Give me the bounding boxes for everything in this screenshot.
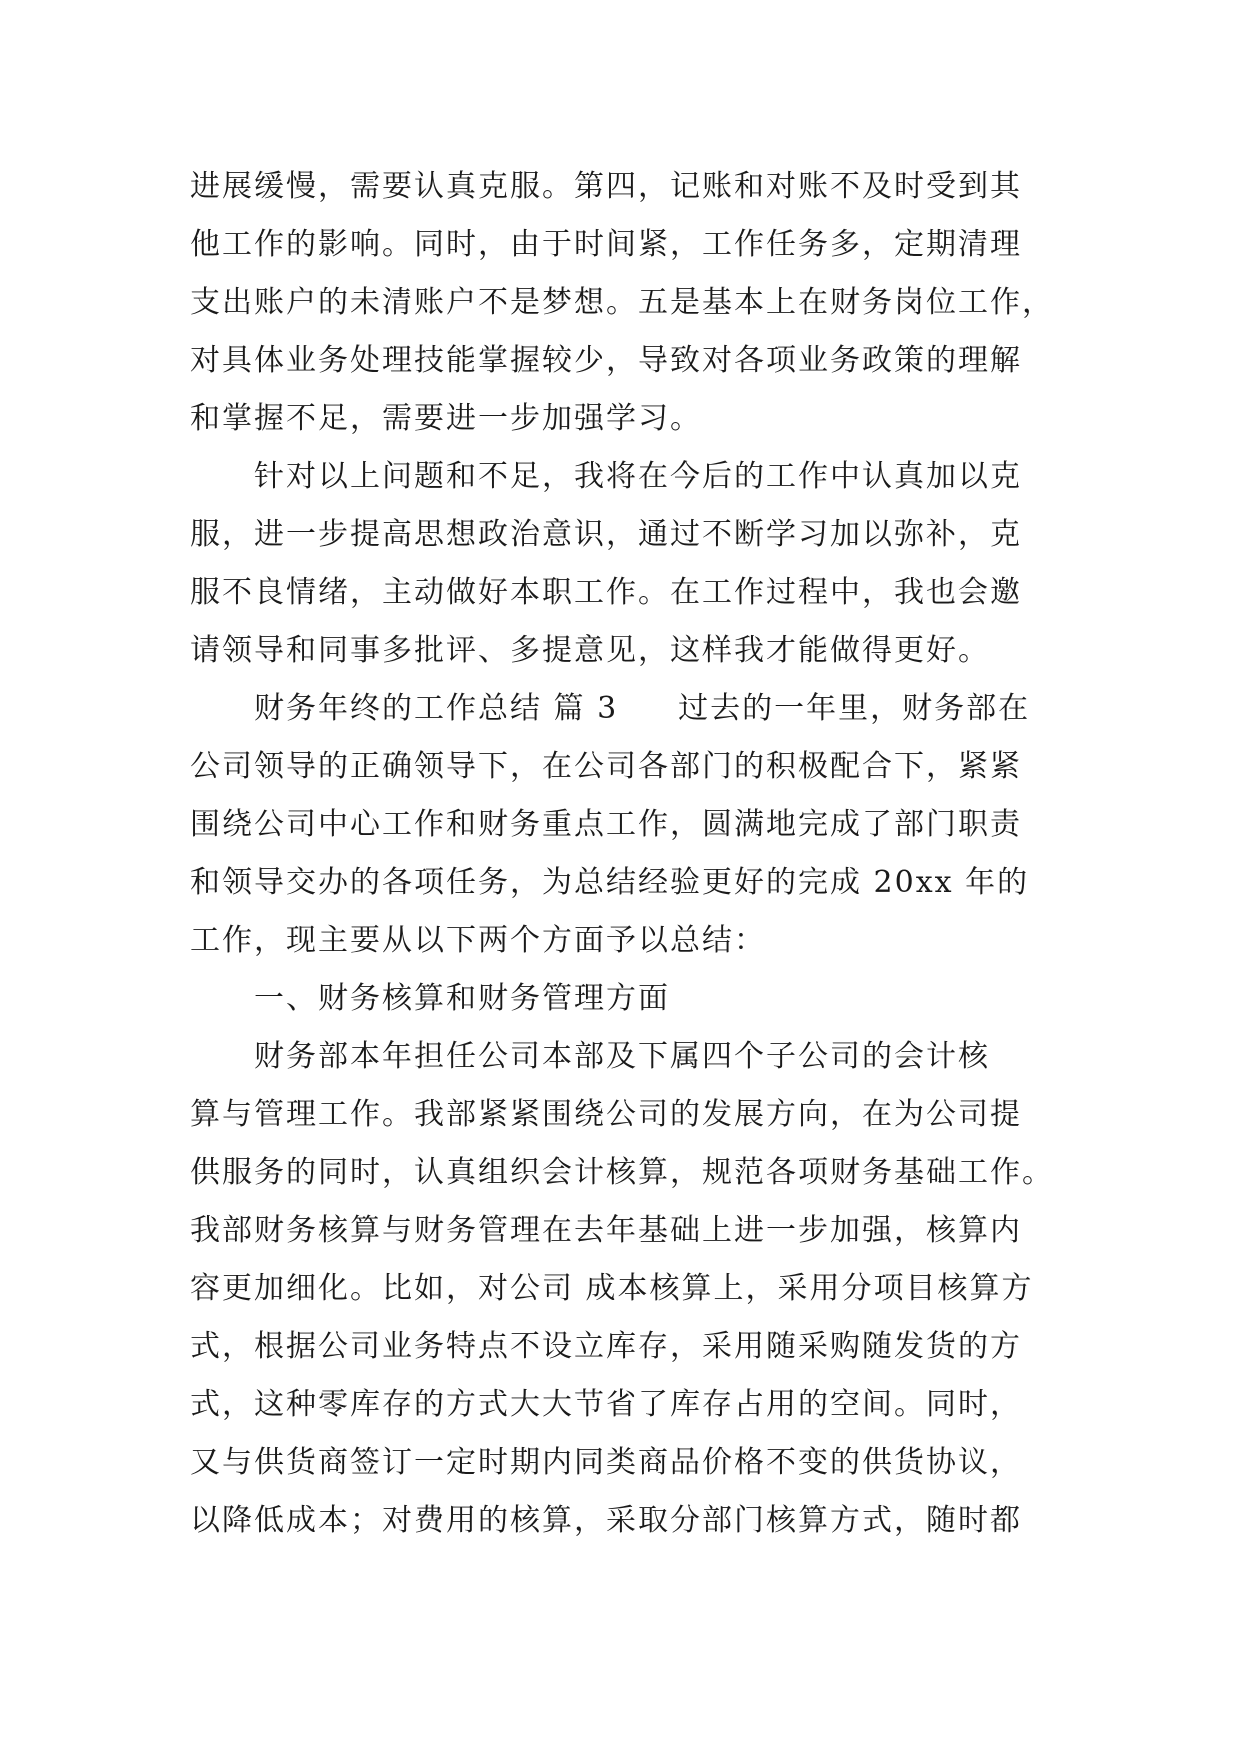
text-line: 和掌握不足，需要进一步加强学习。 [190, 401, 702, 436]
text-line: 服不良情绪，主动做好本职工作。在工作过程中，我也会邀 [190, 575, 1022, 610]
text-line: 公司领导的正确领导下，在公司各部门的积极配合下，紧紧 [190, 749, 1022, 784]
text-line: 他工作的影响。同时，由于时间紧，工作任务多，定期清理 [190, 227, 1022, 262]
text-line: 围绕公司中心工作和财务重点工作，圆满地完成了部门职责 [190, 807, 1022, 842]
text-line: 算与管理工作。我部紧紧围绕公司的发展方向，在为公司提 [190, 1097, 1022, 1132]
text-line: 我部财务核算与财务管理在去年基础上进一步加强，核算内 [190, 1213, 1022, 1248]
text-line: 进展缓慢，需要认真克服。第四，记账和对账不及时受到其 [190, 169, 1022, 204]
document-body [190, 158, 1090, 1550]
text-line: 针对以上问题和不足，我将在今后的工作中认真加以克 [254, 459, 1022, 494]
text-line: 请领导和同事多批评、多提意见，这样我才能做得更好。 [190, 633, 990, 668]
text-line-continuation: 过去的一年里，财务部在 [678, 691, 1031, 726]
text-line: 供服务的同时，认真组织会计核算，规范各项财务基础工作。 [190, 1155, 1054, 1190]
text-line: 和领导交办的各项任务，为总结经验更好的完成 20xx 年的 [190, 865, 1030, 900]
section-title: 财务年终的工作总结 篇 3 [254, 691, 619, 726]
text-line: 以降低成本；对费用的核算，采取分部门核算方式，随时都 [190, 1503, 1022, 1538]
text-line: 服，进一步提高思想政治意识，通过不断学习加以弥补，克 [190, 517, 1022, 552]
text-line: 又与供货商签订一定时期内同类商品价格不变的供货协议， [190, 1445, 1022, 1480]
text-line: 财务部本年担任公司本部及下属四个子公司的会计核 [254, 1039, 990, 1074]
text-line: 式，这种零库存的方式大大节省了库存占用的空间。同时， [190, 1387, 1022, 1422]
text-line: 工作，现主要从以下两个方面予以总结： [190, 923, 766, 958]
text-line: 式，根据公司业务特点不设立库存，采用随采购随发货的方 [190, 1329, 1022, 1364]
text-line: 支出账户的未清账户不是梦想。五是基本上在财务岗位工作， [190, 285, 1054, 320]
section-heading-line [190, 680, 1090, 738]
text-line: 容更加细化。比如，对公司 成本核算上，采用分项目核算方 [190, 1271, 1034, 1306]
text-line: 对具体业务处理技能掌握较少，导致对各项业务政策的理解 [190, 343, 1022, 378]
subsection-heading: 一、财务核算和财务管理方面 [254, 981, 670, 1016]
